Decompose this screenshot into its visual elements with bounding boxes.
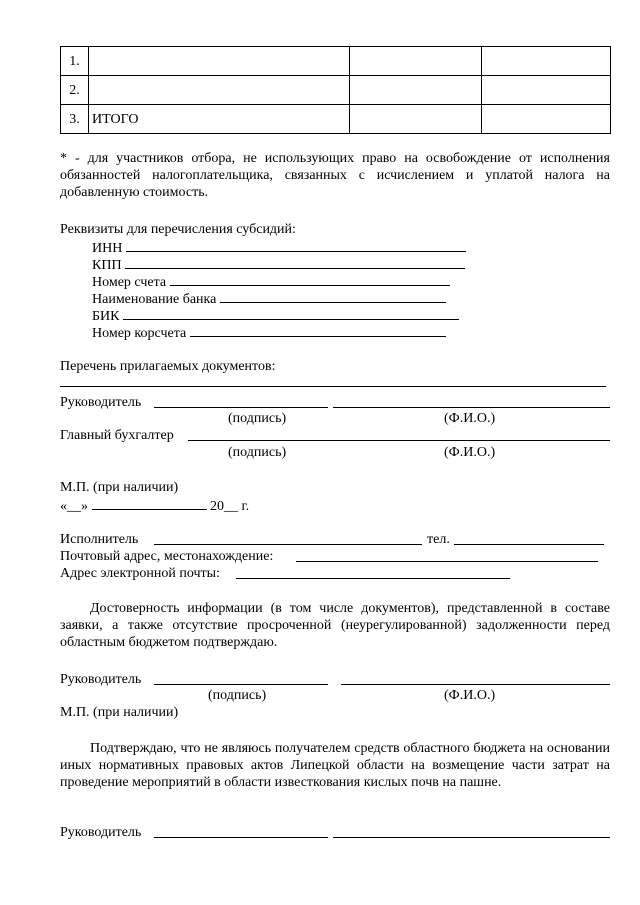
stamp-label-2: М.П. (при наличии) xyxy=(60,705,179,720)
accountant-label: Главный бухгалтер xyxy=(60,428,174,443)
fio-caption: (Ф.И.О.) xyxy=(444,688,496,703)
head-fio-field[interactable] xyxy=(333,407,610,408)
kpp-field[interactable] xyxy=(125,255,465,269)
head-signature-line xyxy=(60,394,141,411)
table-row xyxy=(61,47,611,76)
phone-field[interactable] xyxy=(454,544,604,545)
bik-field[interactable] xyxy=(123,306,459,320)
corr-field[interactable] xyxy=(190,323,446,337)
sign-caption: (подпись) xyxy=(228,411,287,426)
phone-label: тел. xyxy=(427,532,450,547)
fio-caption: (Ф.И.О.) xyxy=(444,411,496,426)
inn-field[interactable] xyxy=(126,238,466,252)
account-field[interactable] xyxy=(170,272,450,286)
head-sign-field-2[interactable] xyxy=(154,684,328,685)
corr-line xyxy=(92,323,446,342)
stamp-label: М.П. (при наличии) xyxy=(60,480,179,495)
row-cell xyxy=(350,47,482,76)
date-year: 20__ г. xyxy=(210,499,250,514)
row-name xyxy=(89,47,350,76)
accountant-sign-field[interactable] xyxy=(188,440,344,441)
executor-field[interactable] xyxy=(154,544,422,545)
row-cell xyxy=(350,105,482,134)
head-sign-field-3[interactable] xyxy=(154,837,328,838)
inn-label: ИНН xyxy=(92,241,123,256)
row-cell xyxy=(350,76,482,105)
sign-caption: (подпись) xyxy=(208,688,267,703)
row-number: 2. xyxy=(61,76,89,105)
row-name xyxy=(89,76,350,105)
postal-label: Почтовый адрес, местонахождение: xyxy=(60,549,274,564)
table-row xyxy=(61,76,611,105)
row-name: ИТОГО xyxy=(89,105,350,134)
documents-title: Перечень прилагаемых документов: xyxy=(60,359,276,374)
head-sign-field[interactable] xyxy=(154,407,328,408)
bik-label: БИК xyxy=(92,309,120,324)
head-label: Руководитель xyxy=(60,395,142,410)
row-number: 1. xyxy=(61,47,89,76)
head-label: Руководитель xyxy=(60,825,142,840)
account-label: Номер счета xyxy=(92,275,167,290)
footnote: * - для участников отбора, не использующих право на освобождение от исполнения обязанностей налогоплательщика, связанных с исчислением и уплатой налога на добавленную стоимость. xyxy=(60,151,610,200)
table-row xyxy=(61,105,611,134)
corr-label: Номер корсчета xyxy=(92,326,187,341)
sign-caption: (подпись) xyxy=(228,445,287,460)
cost-table xyxy=(60,46,611,134)
executor-label: Исполнитель xyxy=(60,532,139,547)
documents-field[interactable] xyxy=(60,386,606,387)
row-cell xyxy=(482,76,611,105)
date-month-field[interactable] xyxy=(92,496,207,510)
kpp-label: КПП xyxy=(92,258,122,273)
fio-caption: (Ф.И.О.) xyxy=(444,445,496,460)
head-fio-field-3[interactable] xyxy=(333,837,610,838)
email-field[interactable] xyxy=(236,578,510,579)
confirm-paragraph: Подтверждаю, что не являюсь получателем средств областного бюджета на основании иных нормативных правовых актов Липецкой области на возмещение части затрат на проведение мероприятий в области известкования кислых почв на пашне. xyxy=(60,741,610,790)
bank-label: Наименование банка xyxy=(92,292,217,307)
row-cell xyxy=(482,47,611,76)
row-cell xyxy=(482,105,611,134)
head-fio-field-2[interactable] xyxy=(341,684,610,685)
head-label: Руководитель xyxy=(60,672,142,687)
date-line xyxy=(60,496,249,515)
date-day: «__» xyxy=(60,499,88,514)
bank-field[interactable] xyxy=(220,289,446,303)
postal-field[interactable] xyxy=(296,561,598,562)
requisites-title: Реквизиты для перечисления субсидий: xyxy=(60,222,296,237)
reliability-paragraph: Достоверность информации (в том числе документов), представленной в составе заявки, а также отсутствие просроченной (неурегулированной) задолженности перед областным бюджетом подтверждаю. xyxy=(60,601,610,650)
row-number: 3. xyxy=(61,105,89,134)
accountant-fio-field[interactable] xyxy=(344,440,610,441)
email-label: Адрес электронной почты: xyxy=(60,566,220,581)
